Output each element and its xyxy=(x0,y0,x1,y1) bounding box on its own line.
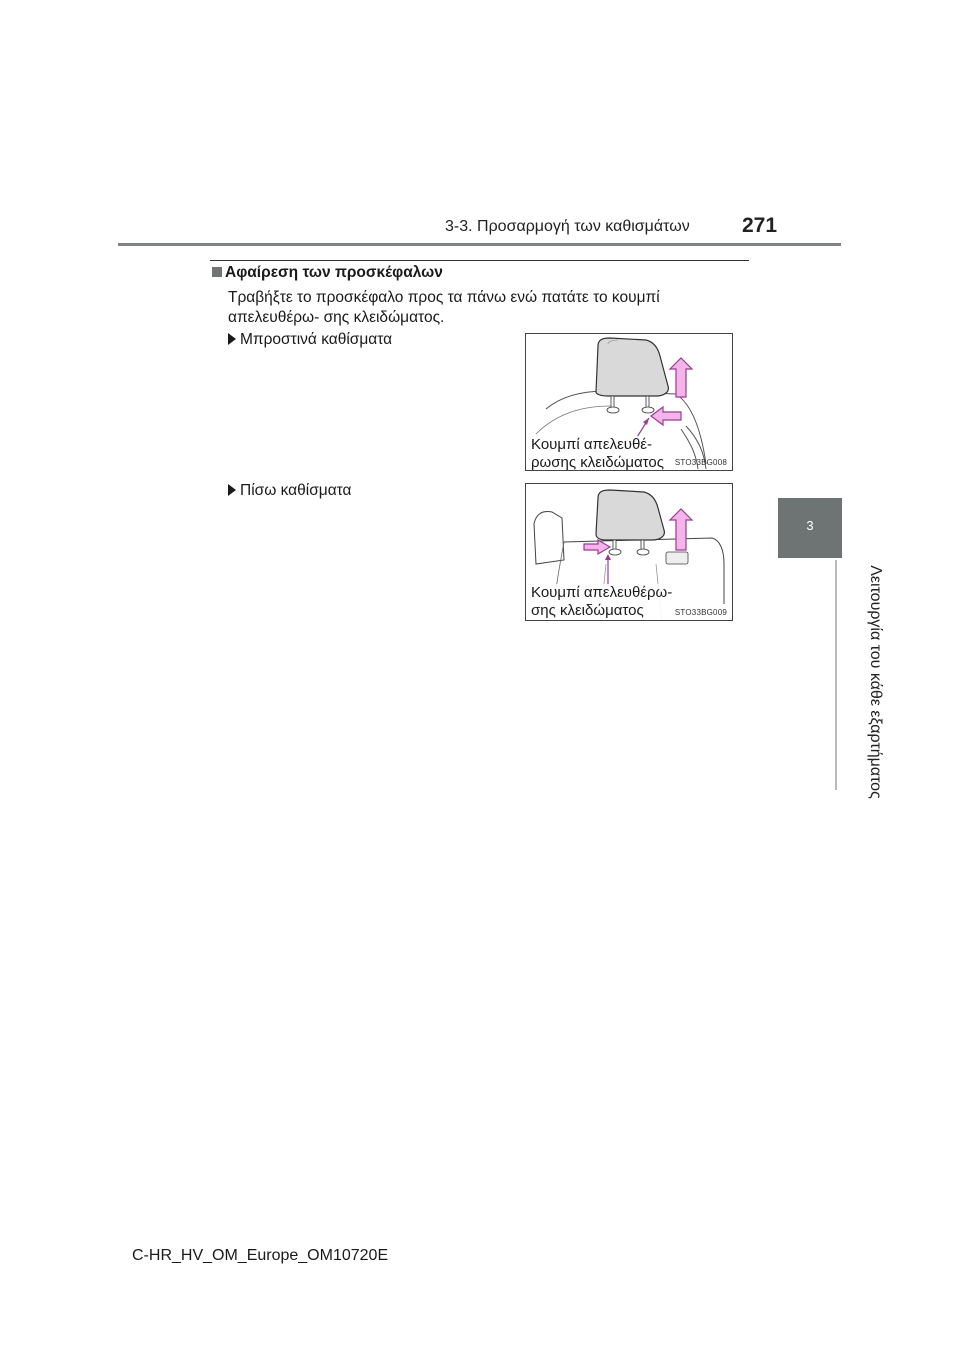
triangle-bullet-icon xyxy=(228,333,236,345)
item-label: Πίσω καθίσματα xyxy=(240,482,352,499)
callout-line-2: ρωσης κλειδώματος xyxy=(531,454,664,471)
square-bullet-icon xyxy=(212,267,222,277)
header-rule xyxy=(118,243,841,246)
release-button-callout xyxy=(531,436,666,471)
triangle-bullet-icon xyxy=(228,484,236,496)
header-section-title: 3-3. Προσαρμογή των καθισμάτων xyxy=(445,218,690,235)
callout-line-2: σης κλειδώματος xyxy=(531,602,644,619)
release-button-callout xyxy=(531,584,674,620)
footer-doc-id: C-HR_HV_OM_Europe_OM10720E xyxy=(132,1247,389,1264)
image-code: STO33BG009 xyxy=(674,608,727,617)
chapter-side-rule xyxy=(835,560,837,790)
front-seat-illustration xyxy=(525,333,733,471)
section-body: Τραβήξτε το προσκέφαλο προς τα πάνω ενώ πατάτε το κουμπί απελευθέρω- σης κλειδώματος. xyxy=(228,289,660,326)
callout-line-1: Κουμπί απελευθέ- xyxy=(531,436,652,453)
item-rear-seats xyxy=(228,482,352,500)
image-code: STO33BG008 xyxy=(674,458,727,467)
item-label: Μπροστινά καθίσματα xyxy=(240,331,393,348)
item-front-seats xyxy=(228,331,392,349)
section-title: Αφαίρεση των προσκέφαλων xyxy=(225,264,443,281)
page-number: 271 xyxy=(742,214,778,237)
rear-seat-illustration xyxy=(525,483,733,621)
chapter-title: Λειτουργία του κάθε εξαρτήματος xyxy=(867,565,884,799)
section-rule xyxy=(210,260,749,261)
callout-line-1: Κουμπί απελευθέρω- xyxy=(531,584,673,601)
chapter-tab xyxy=(778,498,842,558)
section-heading xyxy=(212,264,443,282)
chapter-number: 3 xyxy=(806,518,814,533)
